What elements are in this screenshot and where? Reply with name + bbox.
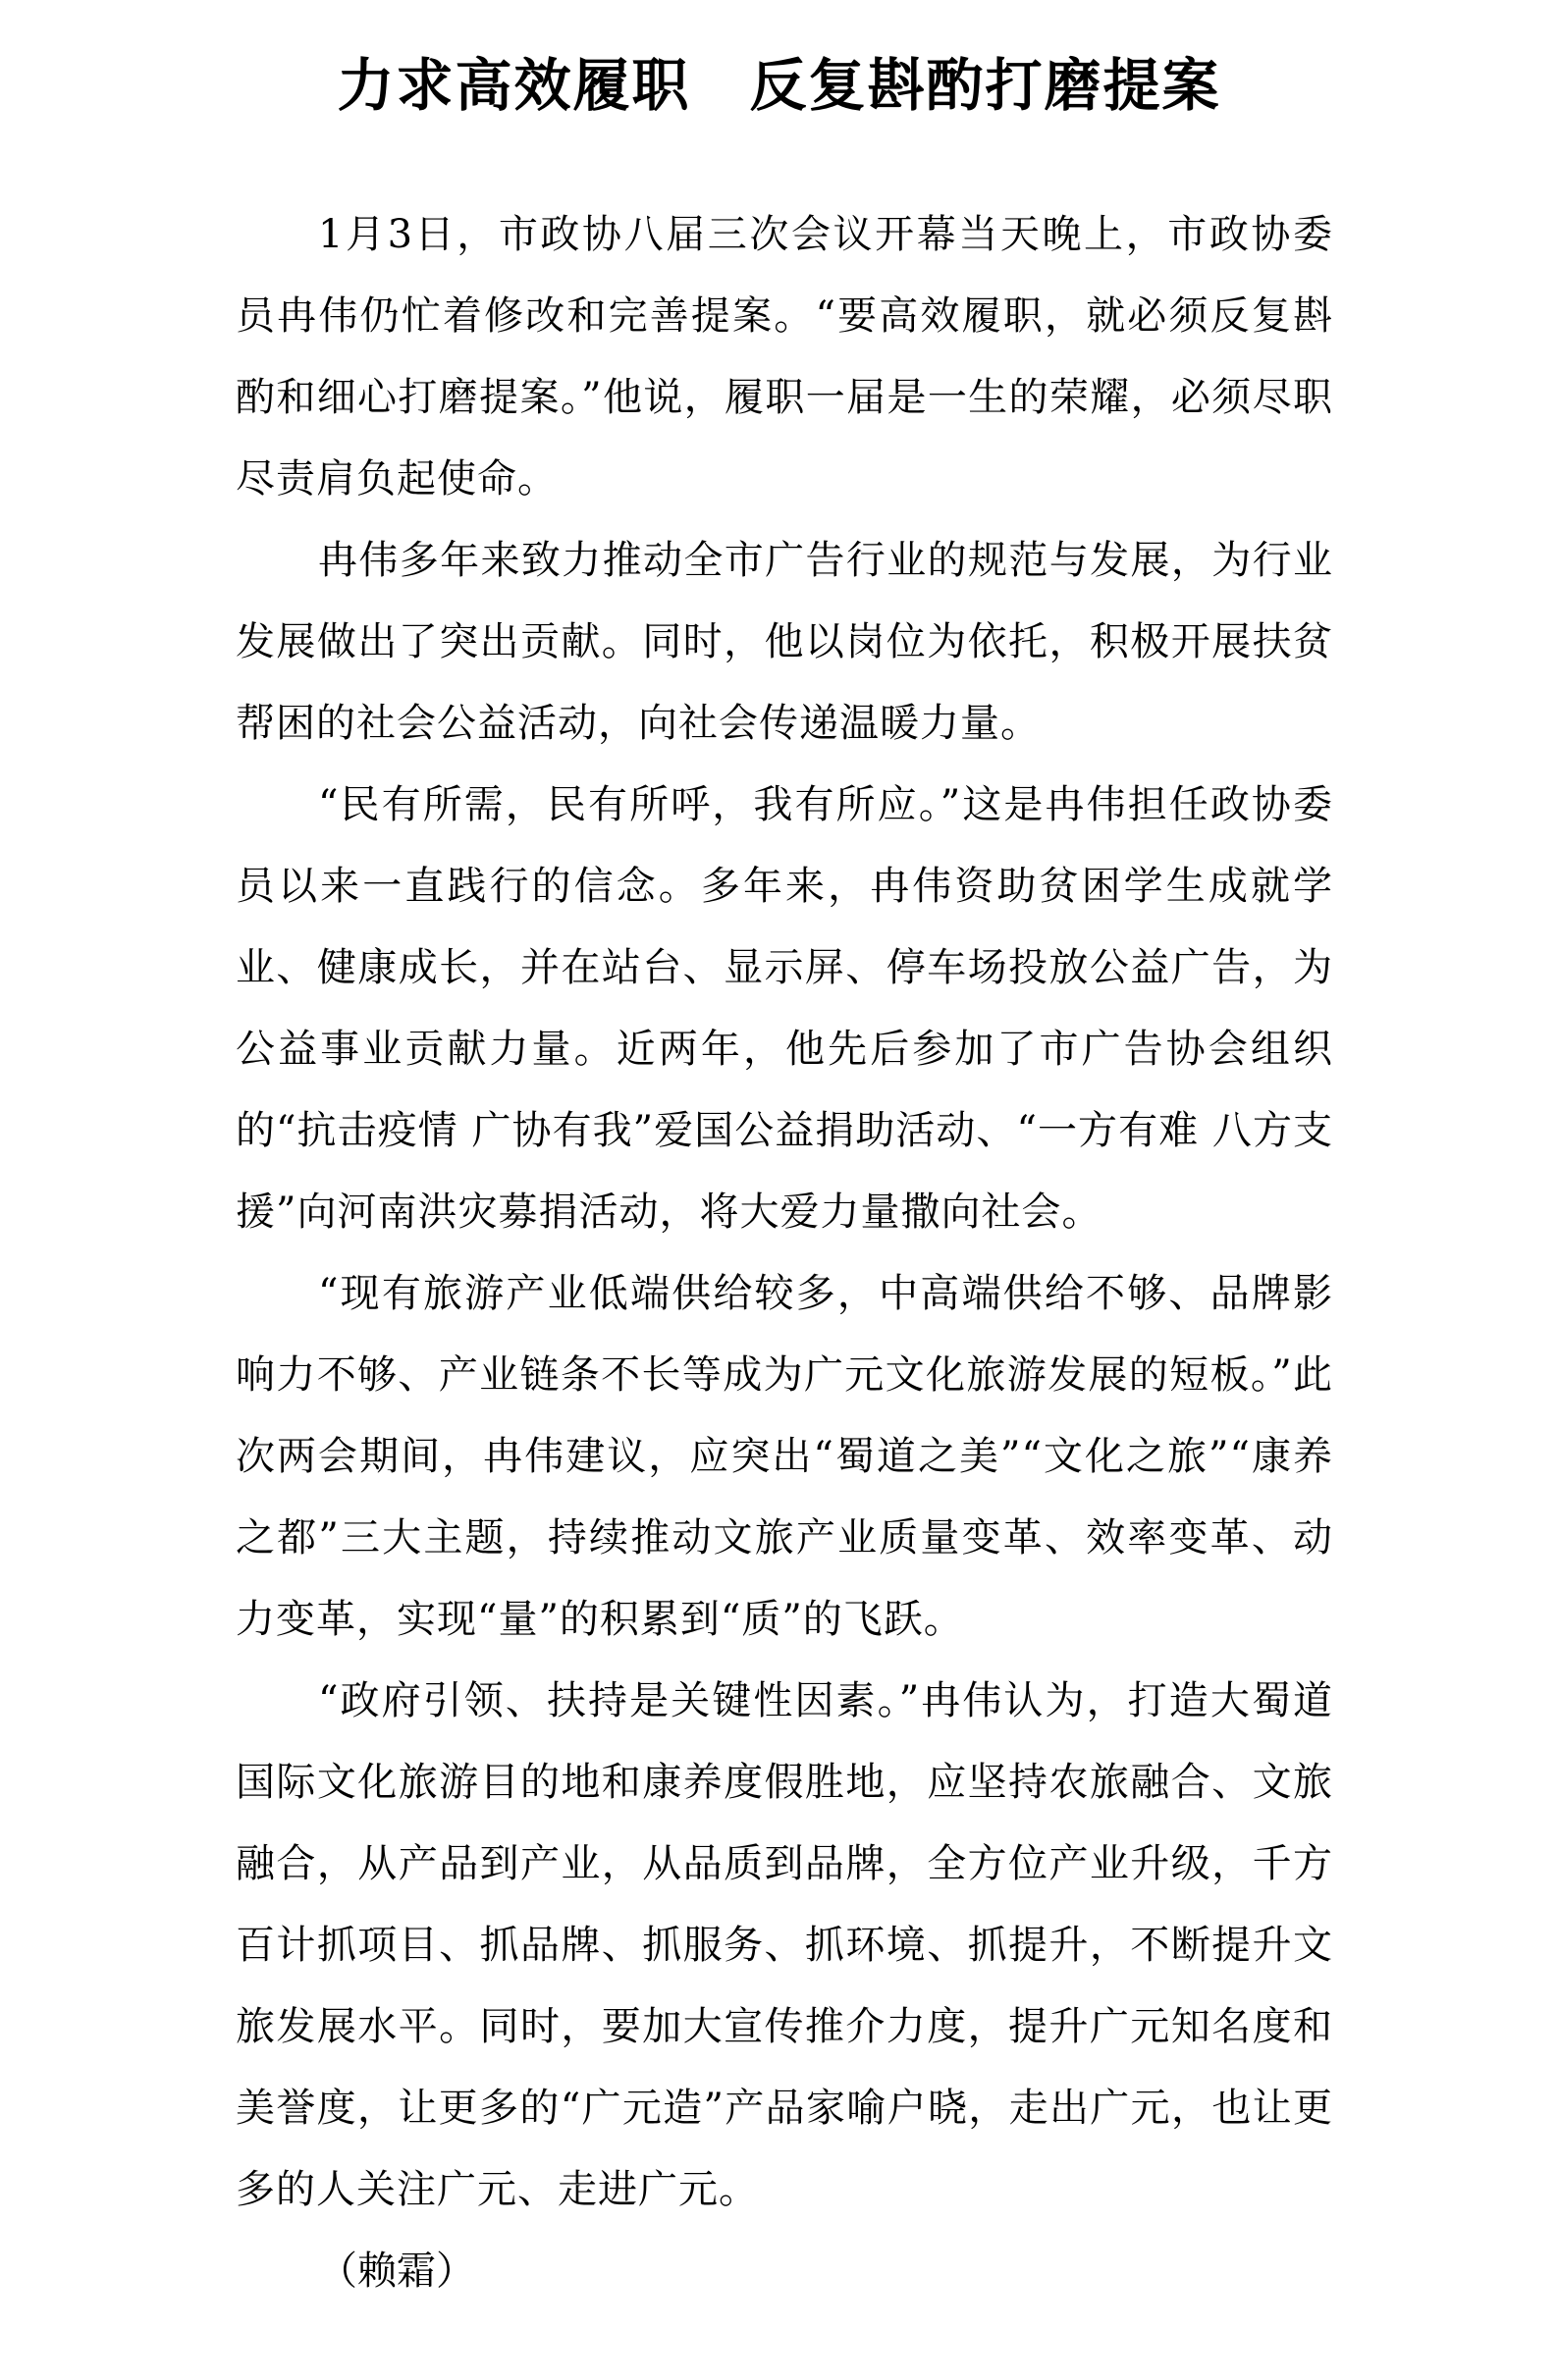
paragraph-4: “现有旅游产业低端供给较多，中高端供给不够、品牌影响力不够、产业链条不长等成为广元文化旅游发展的短板。”此次两会期间，冉伟建议，应突出“蜀道之美”“文化之旅”“康养之都”三大主题，持续推动文旅产业质量变革、效率变革、动力变革，实现“量”的积累到“质”的飞跃。	[236, 1271, 1333, 1642]
paragraph-2: 冉伟多年来致力推动全市广告行业的规范与发展，为行业发展做出了突出贡献。同时，他以岗位为依托，积极开展扶贫帮困的社会公益活动，向社会传递温暖力量。	[236, 538, 1333, 746]
paragraph-3: “民有所需，民有所呼，我有所应。”这是冉伟担任政协委员以来一直践行的信念。多年来，冉伟资助贫困学生成就学业、健康成长，并在站台、显示屏、停车场投放公益广告，为公益事业贡献力量。近两年，他先后参加了市广告协会组织的“抗击疫情 广协有我”爱国公益捐助活动、“一方有难 八方支援”向河南洪灾募捐活动，将大爱力量撒向社会。	[236, 782, 1333, 1235]
paragraph-1: 1月3日，市政协八届三次会议开幕当天晚上，市政协委员冉伟仍忙着修改和完善提案。“要高效履职，就必须反复斟酌和细心打磨提案。”他说，履职一届是一生的荣耀，必须尽职尽责肩负起使命。	[236, 212, 1333, 502]
article-body	[236, 194, 1333, 2312]
paragraph-5: “政府引领、扶持是关键性因素。”冉伟认为，打造大蜀道国际文化旅游目的地和康养度假胜地，应坚持农旅融合、文旅融合，从产品到产业，从品质到品牌，全方位产业升级，千方百计抓项目、抓品牌、抓服务、抓环境、抓提升，不断提升文旅发展水平。同时，要加大宣传推介力度，提升广元知名度和美誉度，让更多的“广元造”产品家喻户晓，走出广元，也让更多的人关注广元、走进广元。	[236, 1678, 1333, 2212]
author-byline: （赖霜）	[318, 2248, 475, 2294]
article-title: 力求高效履职 反复斟酌打磨提案	[337, 51, 1221, 119]
